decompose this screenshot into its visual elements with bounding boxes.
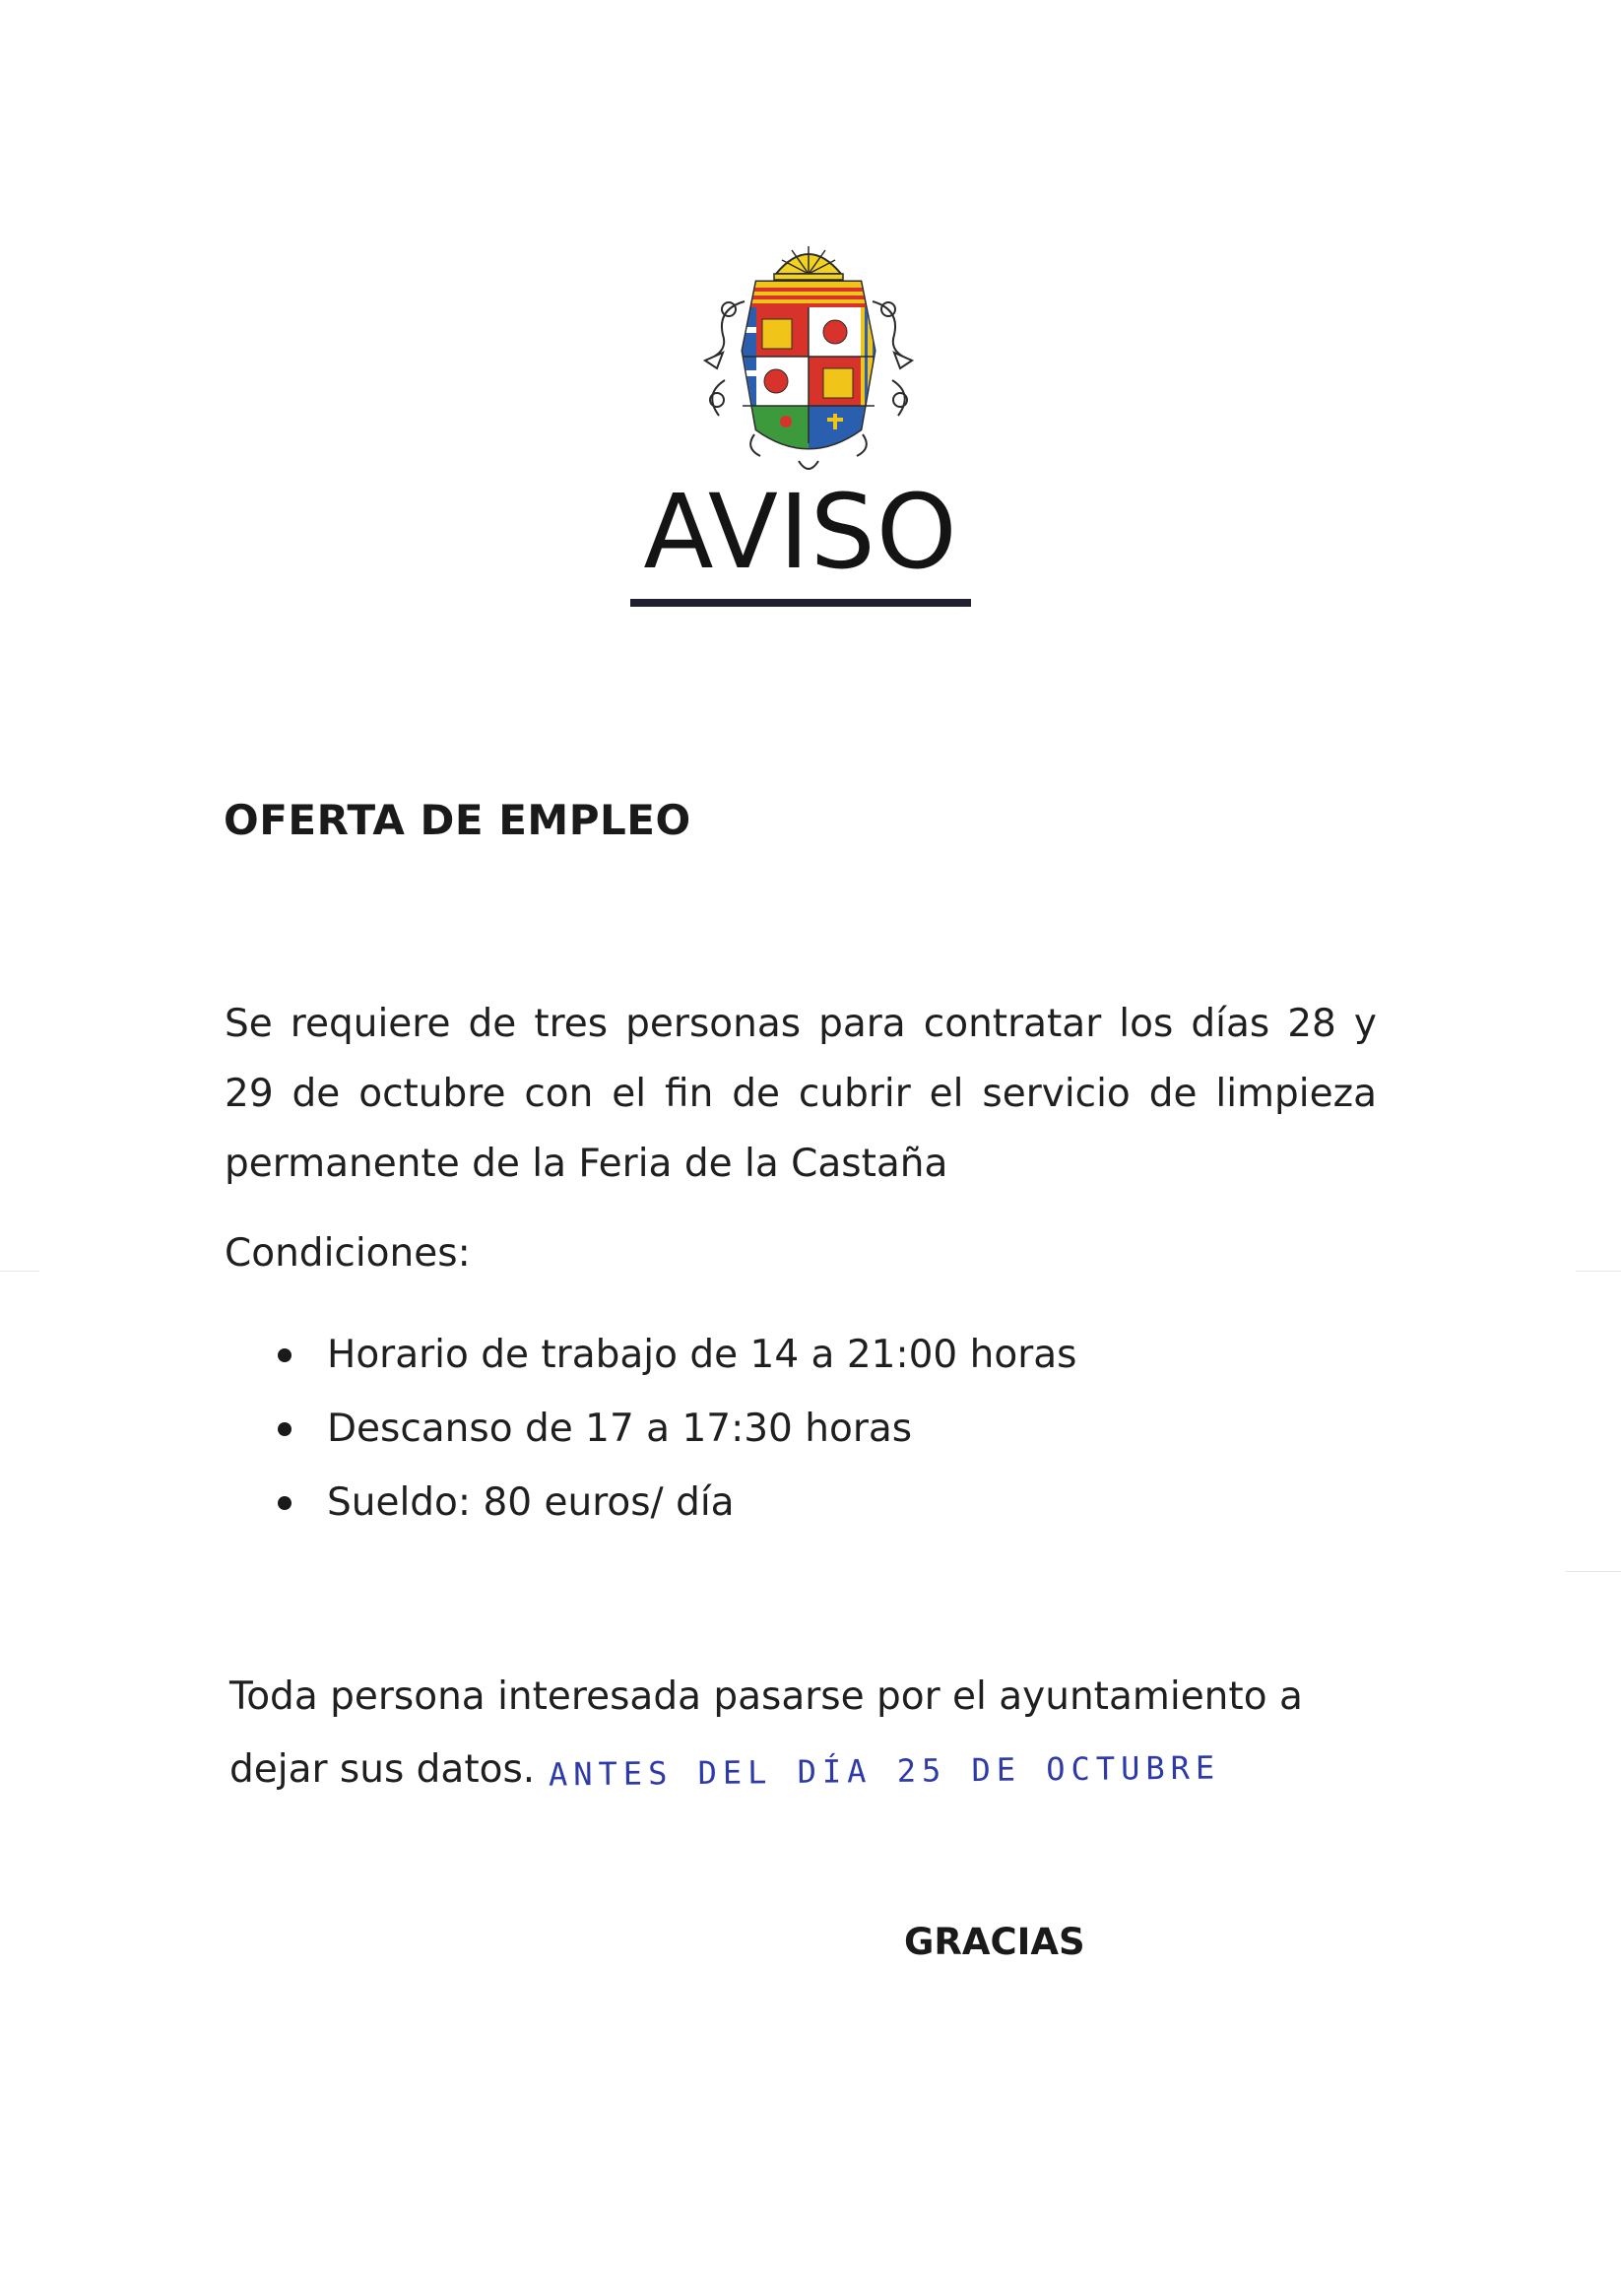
closing-paragraph	[229, 1661, 1342, 1807]
condition-text: Horario de trabajo de 14 a 21:00 horas	[327, 1333, 1077, 1377]
condition-text: Descanso de 17 a 17:30 horas	[327, 1407, 913, 1451]
crest-crown	[774, 246, 843, 280]
scan-artifact	[1576, 1271, 1621, 1272]
list-item	[276, 1318, 1076, 1392]
coat-of-arms-icon	[695, 232, 922, 479]
bullet-icon	[278, 1348, 292, 1362]
bullet-icon	[278, 1496, 292, 1510]
closing-text: Toda persona interesada pasarse por el ayuntamiento a dejar sus datos.	[229, 1674, 1303, 1792]
scan-artifact	[0, 1271, 39, 1272]
page-title: AVISO	[643, 472, 958, 592]
handwritten-deadline: ANTES DEL DÍA 25 DE OCTUBRE	[549, 1748, 1221, 1794]
crest-shield	[735, 282, 882, 465]
job-description: Se requiere de tres personas para contratar los días 28 y 29 de octubre con el fin de cubrir el servicio de limpieza permanente de la Feria de la Castaña	[225, 1002, 1377, 1186]
condition-text: Sueldo: 80 euros/ día	[327, 1480, 735, 1525]
job-offer-heading: OFERTA DE EMPLEO	[224, 796, 691, 844]
scan-artifact	[1566, 1571, 1621, 1572]
thanks-text: GRACIAS	[904, 1921, 1085, 1963]
conditions-label: Condiciones:	[225, 1231, 471, 1276]
list-item	[276, 1466, 1076, 1540]
title-underline	[630, 599, 971, 607]
conditions-list	[276, 1318, 1076, 1540]
bullet-icon	[278, 1422, 292, 1436]
list-item	[276, 1392, 1076, 1466]
